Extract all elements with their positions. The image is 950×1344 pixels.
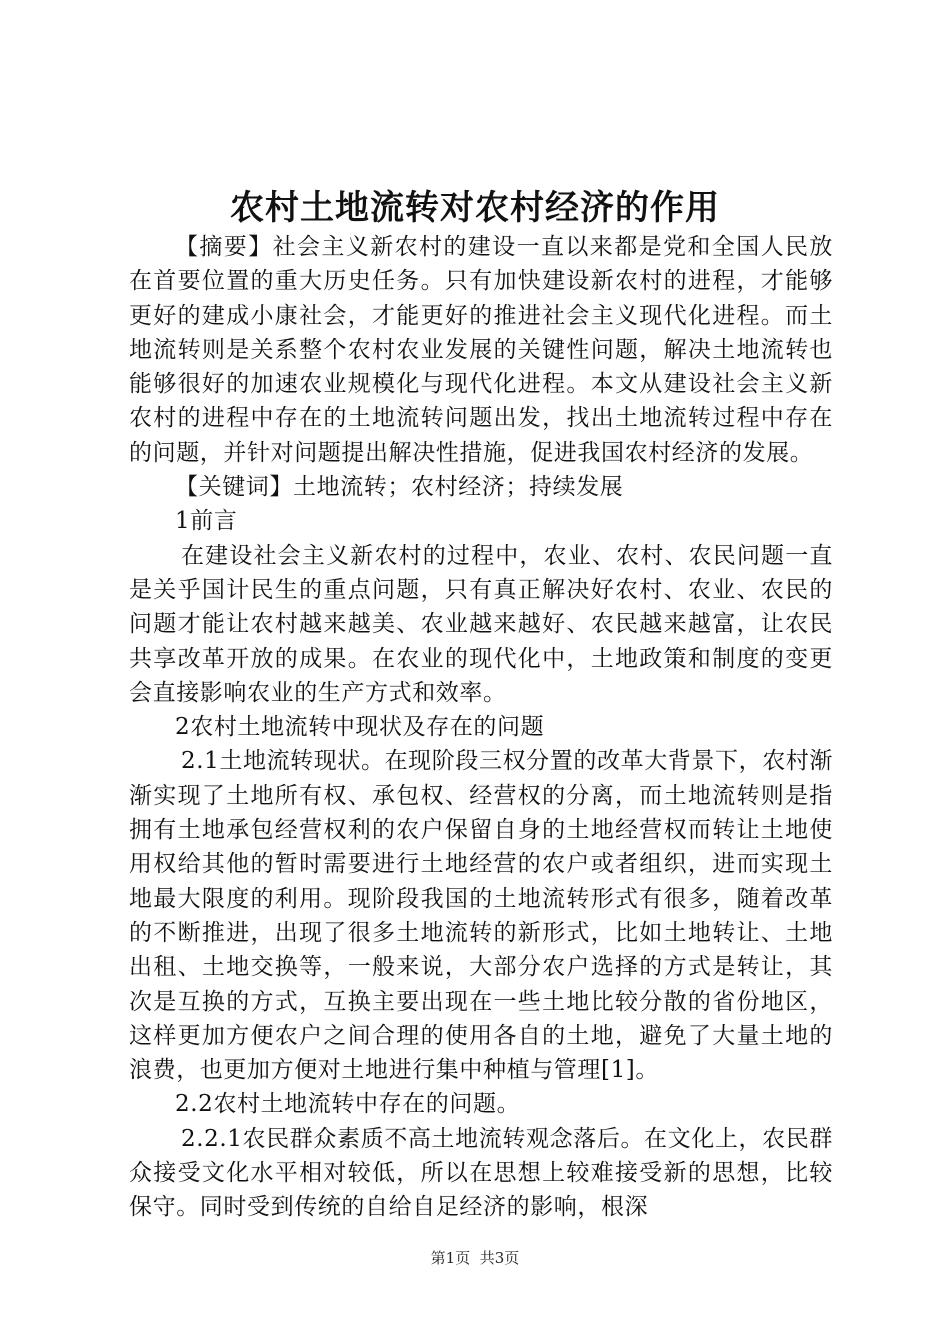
keywords-paragraph: 【关键词】土地流转；农村经济；持续发展 [175,474,624,501]
status-paragraph: 2.1土地流转现状。在现阶段三权分置的改革大背景下，农村渐渐实现了土地所有权、承包权、经营权的分离，而土地流转则是指拥有土地承包经营权利的农户保留自身的土地经营权而转让土地使用权给其他的暂时需要进行土地经营的农户或者组织，进而实现土地最大限度的利用。现阶段我国的土地流转形式有很多，随着改革的不断推进，出现了很多土地流转的新形式，比如土地转让、土地出租、土地交换等，一般来说，大部分农户选择的方式是转让，其次是互换的方式，互换主要出现在一些土地比较分散的省份地区，这样更加方便农户之间合理的使用各自的土地，避免了大量土地的浪费，也更加方便对土地进行集中种植与管理[1]。 [129,748,833,1084]
section-heading-intro: 1前言 [175,508,238,535]
subsection-heading-problems: 2.2农村土地流转中存在的问题。 [175,1091,521,1118]
document-title: 农村土地流转对农村经济的作用 [230,188,720,228]
intro-paragraph: 在建设社会主义新农村的过程中，农业、农村、农民问题一直是关乎国计民生的重点问题，只有真正解决好农村、农业、农民的问题才能让农村越来越美、农业越来越好、农民越来越富，让农民共享改革开放的成果。在农业的现代化中，土地政策和制度的变更会直接影响农业的生产方式和效率。 [129,542,833,706]
problem-paragraph: 2.2.1农民群众素质不高土地流转观念落后。在文化上，农民群众接受文化水平相对较低，所以在思想上较难接受新的思想，比较保守。同时受到传统的自给自足经济的影响，根深 [129,1125,833,1221]
abstract-paragraph: 【摘要】社会主义新农村的建设一直以来都是党和全国人民放在首要位置的重大历史任务。只有加快建设新农村的进程，才能够更好的建成小康社会，才能更好的推进社会主义现代化进程。而土地流转则是关系整个农村农业发展的关键性问题，解决土地流转也能够很好的加速农业规模化与现代化进程。本文从建设社会主义新农村的进程中存在的土地流转问题出发，找出土地流转过程中存在的问题，并针对问题提出解决性措施，促进我国农村经济的发展。 [129,234,833,466]
section-heading-status: 2农村土地流转中现状及存在的问题 [175,714,545,741]
page-total: 共3页 [479,1249,520,1267]
page-footer [0,1248,950,1268]
document-body [129,230,833,1225]
page-number: 第1页 [430,1249,471,1267]
